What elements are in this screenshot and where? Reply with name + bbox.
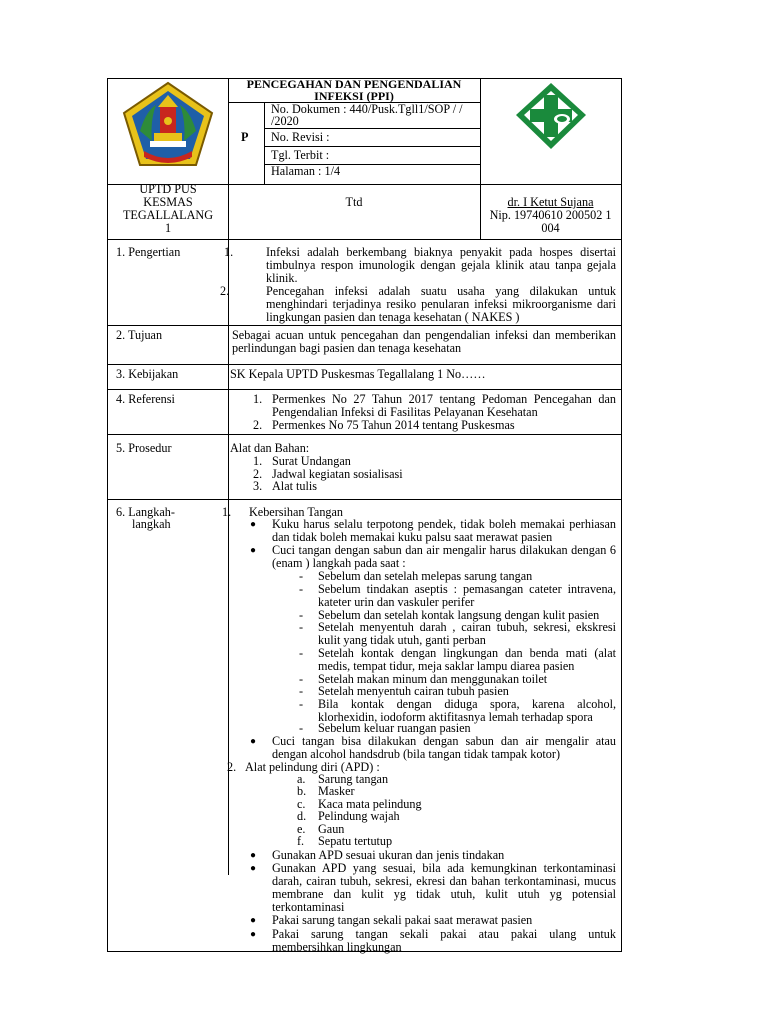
pengertian-bottom-rule [108, 325, 621, 326]
bullet-dot: ● [250, 736, 257, 747]
signer-nip-line1: Nip. 19740610 200502 1 [489, 208, 612, 222]
langkah-label-line1: 6. Langkah- [116, 505, 175, 519]
apd-letter-a: a. [297, 772, 306, 786]
kebersihan-heading: Kebersihan Tangan [249, 505, 344, 519]
apd-letter-d: d. [297, 809, 307, 823]
bullet-dot: ● [250, 863, 257, 874]
pengertian-item1: Infeksi adalah berkembang biaknya penyakit pada hospes disertai timbulnya respon imunologik dengan gejala klinik atau tanpa gejala klinik. [266, 245, 616, 285]
header-rule-2 [264, 146, 480, 147]
document-title-line1: PENCEGAHAN DAN PENGENDALIAN [246, 77, 462, 91]
bullet-dot: ● [250, 545, 257, 556]
apd-heading: Alat pelindung diri (APD) : [245, 760, 380, 774]
kebersihan-bullet2: Cuci tangan dengan sabun dan air mengalir harus dilakukan dengan 6 (enam ) langkah pada saat : [272, 543, 616, 570]
cuci-tangan-moment5: Setelah kontak dengan lingkungan dan benda mati (alat medis, tempat tidur, meja saklar lampu diarea pasien [318, 646, 616, 673]
tujuan-text: Sebagai acuan untuk pencegahan dan pengendalian infeksi dan memberikan perlindungan bagi pasien dan tenaga kesehatan [232, 328, 616, 355]
apd-bullet2: Gunakan APD yang sesuai, bila ada kemungkinan terkontaminasi darah, cairan tubuh, sekresi, ekresi dan bahan terkontaminasi, mucus membrane dan kulit yg tidak utuh, kulit utuh yg potensial terkontaminasi [272, 861, 616, 914]
pengertian-label: 1. Pengertian [116, 245, 181, 259]
signature-bottom-rule [108, 239, 621, 240]
kebersihan-num: 1. [222, 505, 232, 519]
apd-bullet3: Pakai sarung tangan sekali pakai saat merawat pasien [272, 913, 533, 927]
dash-marker: - [299, 684, 304, 698]
org-name-line1: UPTD PUS [139, 182, 197, 196]
header-rule-1 [264, 128, 480, 129]
prosedur-label: 5. Prosedur [116, 441, 172, 455]
header-inner-divider [264, 102, 265, 184]
prosedur-intro: Alat dan Bahan: [230, 441, 310, 455]
prosedur-num2: 2. [253, 467, 263, 481]
referensi-label: 4. Referensi [116, 392, 175, 406]
bullet-dot: ● [250, 850, 257, 861]
apd-item-a: Sarung tangan [318, 772, 389, 786]
dash-marker: - [299, 620, 304, 634]
p-letter: P [241, 130, 249, 144]
kebersihan-bullet1: Kuku harus selalu terpotong pendek, tidak boleh memakai perhiasan dan tidak boleh memakai kuku palsu saat merawat pasien [272, 517, 616, 544]
puskesmas-logo [506, 79, 596, 155]
tgl-terbit: Tgl. Terbit : [271, 148, 330, 162]
cuci-tangan-moment8: Bila kontak dengan diduga spora, karena alcohol, klorhexidin, iodoform aktifitasnya lemah terhadap spora [318, 697, 616, 724]
kebijakan-label: 3. Kebijakan [116, 367, 179, 381]
signer-nip-line2: 004 [541, 221, 560, 235]
dash-marker: - [299, 721, 304, 735]
kebijakan-bottom-rule [108, 389, 621, 390]
kebersihan-bullet3: Cuci tangan bisa dilakukan dengan sabun dan air mengalir atau dengan alcohol handsdrub (bila tangan tidak tampak kotor) [272, 734, 616, 761]
dash-marker: - [299, 608, 304, 622]
apd-bullet4: Pakai sarung tangan sekali pakai atau pakai ulang untuk membersihkan lingkungan [272, 927, 616, 954]
no-revisi: No. Revisi : [271, 130, 330, 144]
kebijakan-text: SK Kepala UPTD Puskesmas Tegallalang 1 No…… [230, 367, 486, 381]
apd-letter-f: f. [297, 834, 305, 848]
referensi-item1: Permenkes No 27 Tahun 2017 tentang Pedoman Pencegahan dan Pengendalian Infeksi di Fasilitas Pelayanan Kesehatan [272, 392, 616, 419]
document-title-line2: INFEKSI (PPI) [314, 89, 394, 103]
referensi-bottom-rule [108, 434, 621, 435]
apd-num: 2. [227, 760, 237, 774]
no-dokumen: No. Dokumen : 440/Pusk.Tgll1/SOP / / [271, 102, 463, 116]
cuci-tangan-moment2: Sebelum tindakan aseptis : pemasangan cateter intravena, kateter urin dan vaskuler perifer [318, 582, 616, 609]
ttd-label: Ttd [345, 195, 363, 209]
prosedur-item1: Surat Undangan [272, 454, 351, 468]
cuci-tangan-moment9: Sebelum keluar ruangan pasien [318, 721, 471, 735]
prosedur-bottom-rule [108, 499, 621, 500]
bullet-dot: ● [250, 519, 257, 530]
pengertian-item2: Pencegahan infeksi adalah suatu usaha yang dilakukan untuk menghindari terjadinya resiko penularan infeksi mikroorganisme dari lingkungan pasien dan tenaga kesehatan ( NAKES ) [266, 284, 616, 324]
government-seal-logo [120, 81, 216, 169]
dash-marker: - [299, 582, 304, 596]
apd-letter-b: b. [297, 784, 307, 798]
cuci-tangan-moment7: Setelah menyentuh cairan tubuh pasien [318, 684, 509, 698]
apd-bullet1: Gunakan APD sesuai ukuran dan jenis tindakan [272, 848, 505, 862]
prosedur-num3: 3. [253, 479, 263, 493]
tujuan-label: 2. Tujuan [116, 328, 163, 342]
referensi-item2: Permenkes No 75 Tahun 2014 tentang Puskesmas [272, 418, 515, 432]
apd-item-f: Sepatu tertutup [318, 834, 393, 848]
org-name-line4: 1 [164, 221, 172, 235]
apd-item-b: Masker [318, 784, 355, 798]
bullet-dot: ● [250, 915, 257, 926]
halaman: Halaman : 1/4 [271, 164, 341, 178]
pengertian-num1: 1. [224, 245, 234, 259]
signer-name: dr. I Ketut Sujana [507, 195, 594, 209]
no-dokumen-cont: /2020 [271, 114, 299, 128]
tujuan-bottom-rule [108, 364, 621, 365]
apd-letter-e: e. [297, 822, 306, 836]
sop-document [107, 78, 622, 952]
apd-item-d: Pelindung wajah [318, 809, 400, 823]
org-name-line3: TEGALLALANG [122, 208, 214, 222]
cuci-tangan-moment1: Sebelum dan setelah melepas sarung tangan [318, 569, 533, 583]
dash-marker: - [299, 569, 304, 583]
referensi-num2: 2. [253, 418, 263, 432]
prosedur-num1: 1. [253, 454, 263, 468]
prosedur-item3: Alat tulis [272, 479, 318, 493]
prosedur-item2: Jadwal kegiatan sosialisasi [272, 467, 403, 481]
dash-marker: - [299, 646, 304, 660]
pengertian-num2: 2. [220, 284, 230, 298]
apd-letter-c: c. [297, 797, 306, 811]
apd-item-e: Gaun [318, 822, 345, 836]
dash-marker: - [299, 672, 304, 686]
org-name-line2: KESMAS [143, 195, 193, 209]
referensi-num1: 1. [253, 392, 263, 406]
bullet-dot: ● [250, 929, 257, 940]
langkah-label-line2: langkah [132, 517, 171, 531]
cuci-tangan-moment4: Setelah menyentuh darah , cairan tubuh, sekresi, ekskresi kulit yang tidak utuh, ganti perban [318, 620, 616, 647]
apd-item-c: Kaca mata pelindung [318, 797, 422, 811]
cuci-tangan-moment3: Sebelum dan setelah kontak langsung dengan kulit pasien [318, 608, 600, 622]
dash-marker: - [299, 697, 304, 711]
cuci-tangan-moment6: Setelah makan minum dan menggunakan toilet [318, 672, 548, 686]
